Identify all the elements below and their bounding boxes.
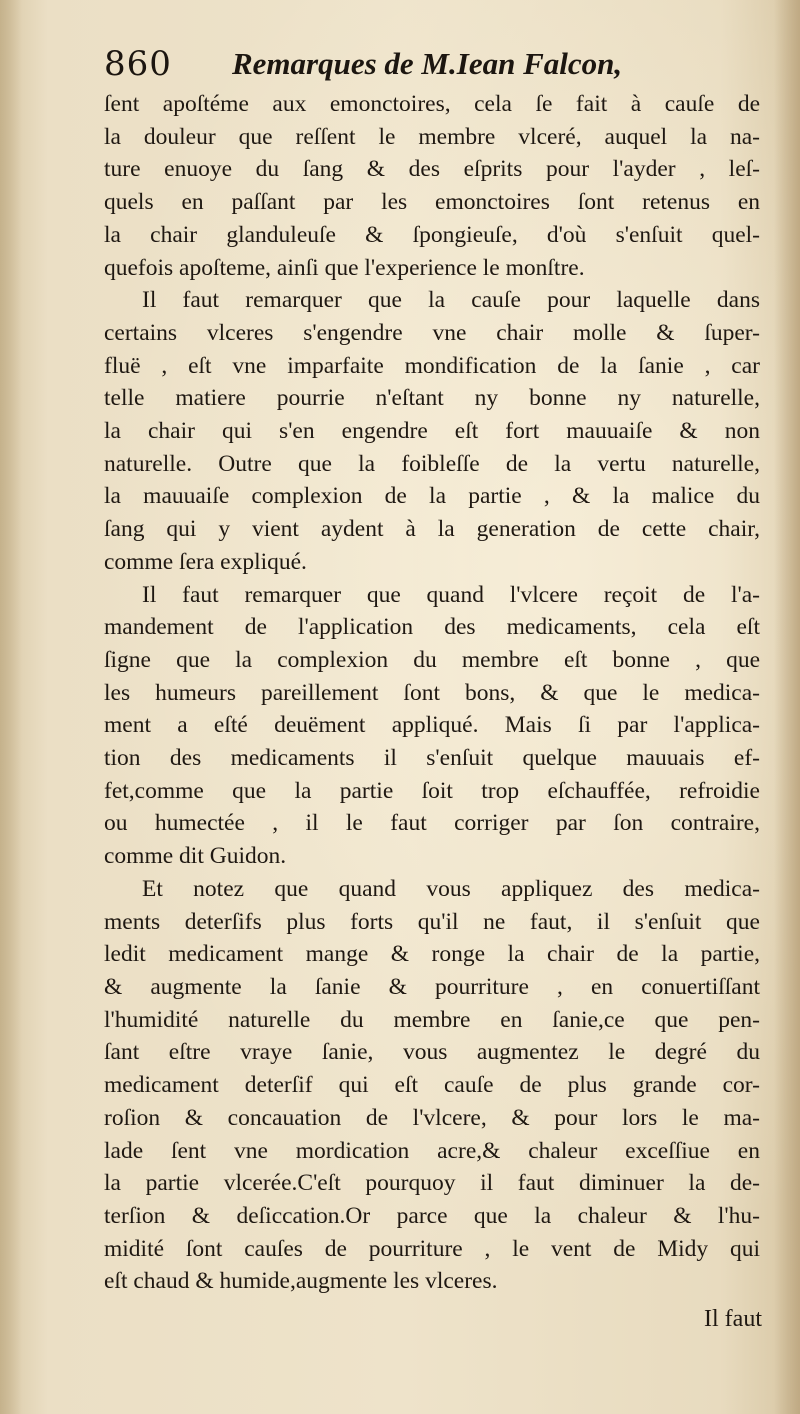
text-line: comme dit Guidon. (104, 843, 287, 870)
text-line: ment a eſté deuëment appliqué. Mais ſi par l'applica- (104, 712, 760, 739)
text-line: certains vlceres s'engendre vne chair molle & ſuper- (104, 319, 760, 346)
text-line: fet,comme que la partie ſoit trop eſchauffée, refroidie (104, 777, 760, 804)
body-text (104, 88, 760, 1298)
text-line: Il faut remarquer que quand l'vlcere reçoit de l'a- (142, 581, 760, 608)
text-line: ments deterſifs plus forts qu'il ne faut, il s'enſuit que (104, 908, 760, 935)
text-line: telle matiere pourrie n'eſtant ny bonne ny naturelle, (104, 385, 760, 412)
text-line: fluë , eſt vne imparfaite mondification de la ſanie , car (104, 352, 760, 379)
text-line: naturelle. Outre que la foibleſſe de la vertu naturelle, (104, 450, 760, 477)
text-line: medicament deterſif qui eſt cauſe de plus grande cor- (104, 1072, 760, 1099)
text-line: ſang qui y vient aydent à la generation de cette chair, (104, 516, 760, 543)
text-line: la chair qui s'en engendre eſt fort mauuaiſe & non (104, 418, 760, 445)
text-line: ſigne que la complexion du membre eſt bonne , que (104, 646, 760, 673)
text-line: quels en paſſant par les emonctoires ſont retenus en (104, 189, 760, 216)
page-header (104, 44, 764, 90)
text-line: la partie vlcerée.C'eſt pourquoy il faut diminuer la de- (104, 1170, 760, 1197)
text-line: eſt chaud & humide,augmente les vlceres. (104, 1268, 498, 1295)
text-line: comme ſera expliqué. (104, 548, 307, 575)
text-line: terſion & deſiccation.Or parce que la chaleur & l'hu- (104, 1202, 760, 1229)
text-line: quefois apoſteme, ainſi que l'experience le monſtre. (104, 254, 585, 281)
text-line: & augmente la ſanie & pourriture , en conuertiſſant (104, 973, 760, 1000)
text-line: ou humectée , il le faut corriger par ſon contraire, (104, 810, 760, 837)
text-line: la douleur que reſſent le membre vlceré, auquel la na- (104, 123, 760, 150)
text-line: ſant eſtre vraye ſanie, vous augmentez le degré du (104, 1039, 760, 1066)
page-edge-shadow (774, 0, 800, 1414)
text-line: la mauuaiſe complexion de la partie , & la malice du (104, 483, 760, 510)
text-line: Il faut remarquer que la cauſe pour laquelle dans (142, 287, 760, 314)
text-line: Et notez que quand vous appliquez des medica- (142, 875, 760, 902)
text-line: midité ſont cauſes de pourriture , le vent de Midy qui (104, 1235, 760, 1262)
page-gutter-shadow (0, 0, 22, 1414)
text-line: roſion & concauation de l'vlcere, & pour lors le ma- (104, 1104, 760, 1131)
catchword: Il faut (704, 1306, 762, 1332)
text-line: lade ſent vne mordication acre,& chaleur exceſſiue en (104, 1137, 760, 1164)
text-line: l'humidité naturelle du membre en ſanie,ce que pen- (104, 1006, 760, 1033)
text-line: ſent apoſtéme aux emonctoires, cela ſe fait à cauſe de (104, 91, 760, 117)
running-head: Remarques de M.Iean Falcon, (232, 46, 623, 81)
page-number: 860 (104, 44, 172, 84)
text-line: ture enuoye du ſang & des eſprits pour l'ayder , leſ- (104, 156, 760, 183)
text-line: la chair glanduleuſe & ſpongieuſe, d'où s'enſuit quel- (104, 221, 760, 248)
text-line: mandement de l'application des medicaments, cela eſt (104, 614, 760, 641)
text-line: les humeurs pareillement ſont bons, & que le medica- (104, 679, 760, 706)
text-line: ledit medicament mange & ronge la chair de la partie, (104, 941, 760, 968)
text-line: tion des medicaments il s'enſuit quelque mauuais ef- (104, 745, 760, 772)
